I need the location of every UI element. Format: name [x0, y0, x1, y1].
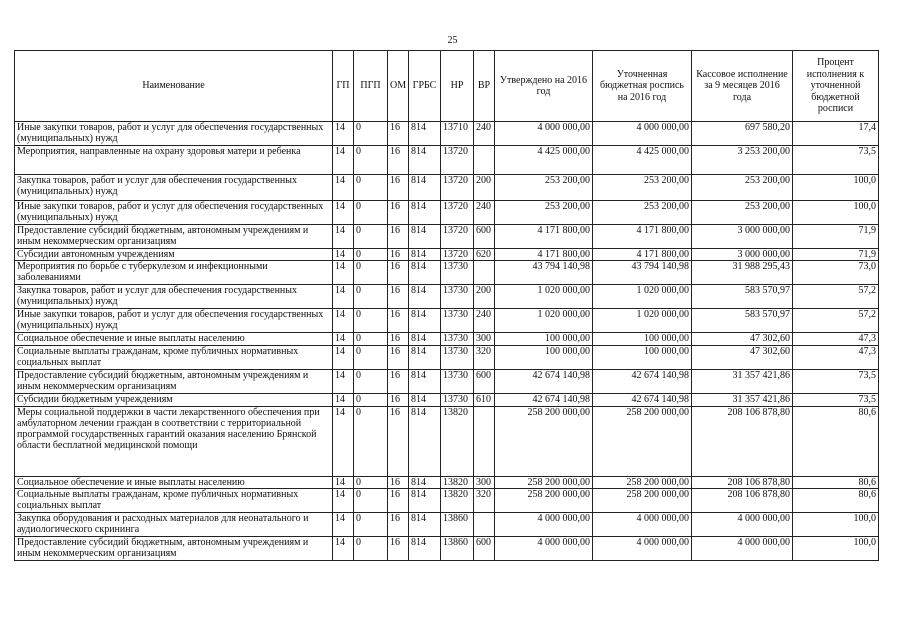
cell-cash: 208 106 878,80	[692, 407, 793, 477]
cell-cash: 47 302,60	[692, 333, 793, 346]
cell-cash: 3 000 000,00	[692, 225, 793, 249]
cell-grbs: 814	[409, 201, 441, 225]
cell-om: 16	[388, 285, 409, 309]
cell-grbs: 814	[409, 489, 441, 513]
cell-np: 13730	[441, 346, 474, 370]
cell-name: Предоставление субсидий бюджетным, автономным учреждениям и иным некоммерческим организациям	[15, 370, 333, 394]
cell-vr	[474, 513, 495, 537]
cell-refined: 4 000 000,00	[593, 122, 692, 146]
cell-om: 16	[388, 249, 409, 261]
cell-name: Социальные выплаты гражданам, кроме публичных нормативных социальных выплат	[15, 346, 333, 370]
header-name: Наименование	[15, 51, 333, 122]
cell-grbs: 814	[409, 122, 441, 146]
cell-approved: 258 200 000,00	[495, 477, 593, 489]
cell-om: 16	[388, 537, 409, 561]
cell-cash: 253 200,00	[692, 201, 793, 225]
cell-name: Закупка товаров, работ и услуг для обеспечения государственных (муниципальных) нужд	[15, 175, 333, 201]
cell-approved: 1 020 000,00	[495, 309, 593, 333]
cell-approved: 4 000 000,00	[495, 513, 593, 537]
cell-gp: 14	[333, 261, 354, 285]
cell-percent: 73,5	[793, 370, 879, 394]
cell-vr: 620	[474, 249, 495, 261]
cell-vr: 200	[474, 175, 495, 201]
cell-grbs: 814	[409, 225, 441, 249]
cell-name: Субсидии бюджетным учреждениям	[15, 394, 333, 407]
cell-np: 13720	[441, 146, 474, 175]
cell-percent: 47,3	[793, 346, 879, 370]
cell-om: 16	[388, 477, 409, 489]
cell-cash: 583 570,97	[692, 309, 793, 333]
cell-cash: 47 302,60	[692, 346, 793, 370]
cell-np: 13720	[441, 201, 474, 225]
cell-percent: 47,3	[793, 333, 879, 346]
cell-name: Предоставление субсидий бюджетным, автономным учреждениям и иным некоммерческим организациям	[15, 537, 333, 561]
cell-ppgp: 0	[354, 513, 388, 537]
cell-gp: 14	[333, 537, 354, 561]
cell-grbs: 814	[409, 249, 441, 261]
header-percent: Процент исполнения к уточненной бюджетной росписи	[793, 51, 879, 122]
cell-cash: 31 357 421,86	[692, 394, 793, 407]
cell-refined: 253 200,00	[593, 175, 692, 201]
cell-cash: 697 580,20	[692, 122, 793, 146]
cell-percent: 71,9	[793, 249, 879, 261]
cell-grbs: 814	[409, 309, 441, 333]
cell-grbs: 814	[409, 146, 441, 175]
cell-vr: 600	[474, 225, 495, 249]
cell-ppgp: 0	[354, 261, 388, 285]
cell-percent: 73,5	[793, 146, 879, 175]
header-ppgp: ПГП	[354, 51, 388, 122]
table-row	[15, 346, 879, 370]
cell-refined: 1 020 000,00	[593, 309, 692, 333]
cell-ppgp: 0	[354, 146, 388, 175]
cell-refined: 258 200 000,00	[593, 489, 692, 513]
cell-om: 16	[388, 489, 409, 513]
cell-vr: 200	[474, 285, 495, 309]
cell-np: 13860	[441, 513, 474, 537]
cell-cash: 3 000 000,00	[692, 249, 793, 261]
cell-refined: 43 794 140,98	[593, 261, 692, 285]
cell-cash: 208 106 878,80	[692, 477, 793, 489]
cell-ppgp: 0	[354, 394, 388, 407]
table-row	[15, 513, 879, 537]
cell-name: Социальное обеспечение и иные выплаты населению	[15, 333, 333, 346]
cell-om: 16	[388, 346, 409, 370]
cell-percent: 71,9	[793, 225, 879, 249]
cell-gp: 14	[333, 394, 354, 407]
cell-vr: 240	[474, 201, 495, 225]
cell-vr: 300	[474, 333, 495, 346]
header-gp: ГП	[333, 51, 354, 122]
cell-gp: 14	[333, 285, 354, 309]
cell-np: 13720	[441, 249, 474, 261]
cell-ppgp: 0	[354, 477, 388, 489]
cell-om: 16	[388, 309, 409, 333]
cell-gp: 14	[333, 333, 354, 346]
cell-ppgp: 0	[354, 122, 388, 146]
cell-name: Иные закупки товаров, работ и услуг для обеспечения государственных (муниципальных) нужд	[15, 122, 333, 146]
cell-name: Меры социальной поддержки в части лекарственного обеспечения при амбулаторном лечении граждан в соответствии с территориальной программой государственных гарантий оказания населению Брянской области бесплатной медицинской помощи	[15, 407, 333, 477]
cell-percent: 100,0	[793, 201, 879, 225]
cell-refined: 42 674 140,98	[593, 370, 692, 394]
cell-vr: 240	[474, 309, 495, 333]
cell-grbs: 814	[409, 285, 441, 309]
table-row	[15, 285, 879, 309]
cell-vr: 320	[474, 489, 495, 513]
cell-ppgp: 0	[354, 225, 388, 249]
cell-np: 13710	[441, 122, 474, 146]
cell-grbs: 814	[409, 261, 441, 285]
cell-om: 16	[388, 122, 409, 146]
header-np: НР	[441, 51, 474, 122]
table-body	[15, 122, 879, 561]
table-row	[15, 477, 879, 489]
table-row	[15, 261, 879, 285]
cell-approved: 42 674 140,98	[495, 394, 593, 407]
cell-approved: 253 200,00	[495, 201, 593, 225]
cell-cash: 4 000 000,00	[692, 513, 793, 537]
cell-cash: 253 200,00	[692, 175, 793, 201]
cell-approved: 4 425 000,00	[495, 146, 593, 175]
cell-np: 13730	[441, 394, 474, 407]
cell-percent: 73,5	[793, 394, 879, 407]
cell-gp: 14	[333, 370, 354, 394]
cell-np: 13720	[441, 175, 474, 201]
cell-np: 13820	[441, 489, 474, 513]
cell-gp: 14	[333, 122, 354, 146]
cell-percent: 73,0	[793, 261, 879, 285]
cell-refined: 4 171 800,00	[593, 225, 692, 249]
cell-om: 16	[388, 513, 409, 537]
cell-name: Субсидии автономным учреждениям	[15, 249, 333, 261]
cell-name: Иные закупки товаров, работ и услуг для обеспечения государственных (муниципальных) нужд	[15, 309, 333, 333]
cell-name: Мероприятия, направленные на охрану здоровья матери и ребенка	[15, 146, 333, 175]
cell-approved: 253 200,00	[495, 175, 593, 201]
cell-np: 13820	[441, 407, 474, 477]
cell-gp: 14	[333, 201, 354, 225]
cell-vr	[474, 407, 495, 477]
cell-refined: 1 020 000,00	[593, 285, 692, 309]
cell-approved: 1 020 000,00	[495, 285, 593, 309]
cell-ppgp: 0	[354, 285, 388, 309]
cell-name: Предоставление субсидий бюджетным, автономным учреждениям и иным некоммерческим организациям	[15, 225, 333, 249]
cell-ppgp: 0	[354, 407, 388, 477]
table-row	[15, 370, 879, 394]
cell-gp: 14	[333, 346, 354, 370]
cell-gp: 14	[333, 489, 354, 513]
cell-gp: 14	[333, 309, 354, 333]
table-row	[15, 225, 879, 249]
cell-cash: 3 253 200,00	[692, 146, 793, 175]
cell-gp: 14	[333, 146, 354, 175]
cell-ppgp: 0	[354, 309, 388, 333]
table-header-row	[15, 51, 879, 122]
cell-gp: 14	[333, 513, 354, 537]
cell-refined: 258 200 000,00	[593, 477, 692, 489]
table-row	[15, 309, 879, 333]
cell-percent: 100,0	[793, 175, 879, 201]
header-vr: ВР	[474, 51, 495, 122]
table-row	[15, 122, 879, 146]
cell-om: 16	[388, 261, 409, 285]
cell-grbs: 814	[409, 477, 441, 489]
cell-name: Мероприятия по борьбе с туберкулезом и инфекционными заболеваниями	[15, 261, 333, 285]
cell-gp: 14	[333, 175, 354, 201]
cell-refined: 4 425 000,00	[593, 146, 692, 175]
cell-vr: 610	[474, 394, 495, 407]
cell-approved: 100 000,00	[495, 346, 593, 370]
cell-vr: 320	[474, 346, 495, 370]
cell-approved: 4 000 000,00	[495, 122, 593, 146]
cell-gp: 14	[333, 407, 354, 477]
cell-name: Иные закупки товаров, работ и услуг для обеспечения государственных (муниципальных) нужд	[15, 201, 333, 225]
cell-grbs: 814	[409, 407, 441, 477]
cell-refined: 42 674 140,98	[593, 394, 692, 407]
header-refined: Уточненная бюджетная роспись на 2016 год	[593, 51, 692, 122]
header-cash: Кассовое исполнение за 9 месяцев 2016 года	[692, 51, 793, 122]
cell-refined: 4 171 800,00	[593, 249, 692, 261]
cell-np: 13720	[441, 225, 474, 249]
cell-om: 16	[388, 407, 409, 477]
cell-ppgp: 0	[354, 249, 388, 261]
table-row	[15, 489, 879, 513]
cell-refined: 100 000,00	[593, 333, 692, 346]
cell-np: 13730	[441, 261, 474, 285]
cell-approved: 43 794 140,98	[495, 261, 593, 285]
cell-vr: 240	[474, 122, 495, 146]
cell-np: 13730	[441, 285, 474, 309]
cell-ppgp: 0	[354, 370, 388, 394]
cell-gp: 14	[333, 477, 354, 489]
table-row	[15, 175, 879, 201]
cell-vr	[474, 261, 495, 285]
cell-refined: 4 000 000,00	[593, 513, 692, 537]
cell-np: 13730	[441, 309, 474, 333]
cell-cash: 208 106 878,80	[692, 489, 793, 513]
cell-ppgp: 0	[354, 175, 388, 201]
cell-np: 13730	[441, 333, 474, 346]
cell-percent: 80,6	[793, 407, 879, 477]
cell-ppgp: 0	[354, 346, 388, 370]
cell-refined: 100 000,00	[593, 346, 692, 370]
cell-grbs: 814	[409, 175, 441, 201]
cell-name: Социальные выплаты гражданам, кроме публичных нормативных социальных выплат	[15, 489, 333, 513]
cell-percent: 100,0	[793, 513, 879, 537]
cell-grbs: 814	[409, 513, 441, 537]
cell-approved: 258 200 000,00	[495, 489, 593, 513]
cell-vr: 600	[474, 370, 495, 394]
cell-om: 16	[388, 394, 409, 407]
cell-refined: 258 200 000,00	[593, 407, 692, 477]
cell-gp: 14	[333, 249, 354, 261]
cell-om: 16	[388, 175, 409, 201]
cell-om: 16	[388, 370, 409, 394]
cell-approved: 4 171 800,00	[495, 225, 593, 249]
table-row	[15, 201, 879, 225]
cell-name: Социальное обеспечение и иные выплаты населению	[15, 477, 333, 489]
header-om: ОМ	[388, 51, 409, 122]
cell-percent: 100,0	[793, 537, 879, 561]
cell-cash: 583 570,97	[692, 285, 793, 309]
cell-grbs: 814	[409, 370, 441, 394]
cell-refined: 253 200,00	[593, 201, 692, 225]
cell-np: 13730	[441, 370, 474, 394]
cell-om: 16	[388, 225, 409, 249]
cell-cash: 31 988 295,43	[692, 261, 793, 285]
cell-ppgp: 0	[354, 333, 388, 346]
cell-gp: 14	[333, 225, 354, 249]
cell-om: 16	[388, 201, 409, 225]
cell-grbs: 814	[409, 537, 441, 561]
page-number: 25	[447, 35, 458, 46]
cell-om: 16	[388, 333, 409, 346]
table-row	[15, 394, 879, 407]
cell-cash: 31 357 421,86	[692, 370, 793, 394]
header-grbs: ГРБС	[409, 51, 441, 122]
budget-table	[14, 50, 879, 561]
cell-percent: 57,2	[793, 285, 879, 309]
cell-approved: 4 000 000,00	[495, 537, 593, 561]
cell-vr	[474, 146, 495, 175]
header-approved: Утверждено на 2016 год	[495, 51, 593, 122]
cell-grbs: 814	[409, 394, 441, 407]
cell-percent: 80,6	[793, 477, 879, 489]
table-row	[15, 333, 879, 346]
cell-approved: 4 171 800,00	[495, 249, 593, 261]
table-row	[15, 407, 879, 477]
cell-approved: 258 200 000,00	[495, 407, 593, 477]
table-row	[15, 537, 879, 561]
cell-name: Закупка товаров, работ и услуг для обеспечения государственных (муниципальных) нужд	[15, 285, 333, 309]
cell-ppgp: 0	[354, 201, 388, 225]
cell-approved: 100 000,00	[495, 333, 593, 346]
cell-percent: 57,2	[793, 309, 879, 333]
cell-ppgp: 0	[354, 489, 388, 513]
cell-refined: 4 000 000,00	[593, 537, 692, 561]
cell-vr: 300	[474, 477, 495, 489]
cell-np: 13820	[441, 477, 474, 489]
table-row	[15, 249, 879, 261]
cell-percent: 80,6	[793, 489, 879, 513]
cell-percent: 17,4	[793, 122, 879, 146]
cell-np: 13860	[441, 537, 474, 561]
cell-grbs: 814	[409, 346, 441, 370]
cell-om: 16	[388, 146, 409, 175]
table-row	[15, 146, 879, 175]
cell-vr: 600	[474, 537, 495, 561]
cell-name: Закупка оборудования и расходных материалов для неонатального и аудиологического скрининга	[15, 513, 333, 537]
cell-approved: 42 674 140,98	[495, 370, 593, 394]
cell-ppgp: 0	[354, 537, 388, 561]
cell-grbs: 814	[409, 333, 441, 346]
cell-cash: 4 000 000,00	[692, 537, 793, 561]
